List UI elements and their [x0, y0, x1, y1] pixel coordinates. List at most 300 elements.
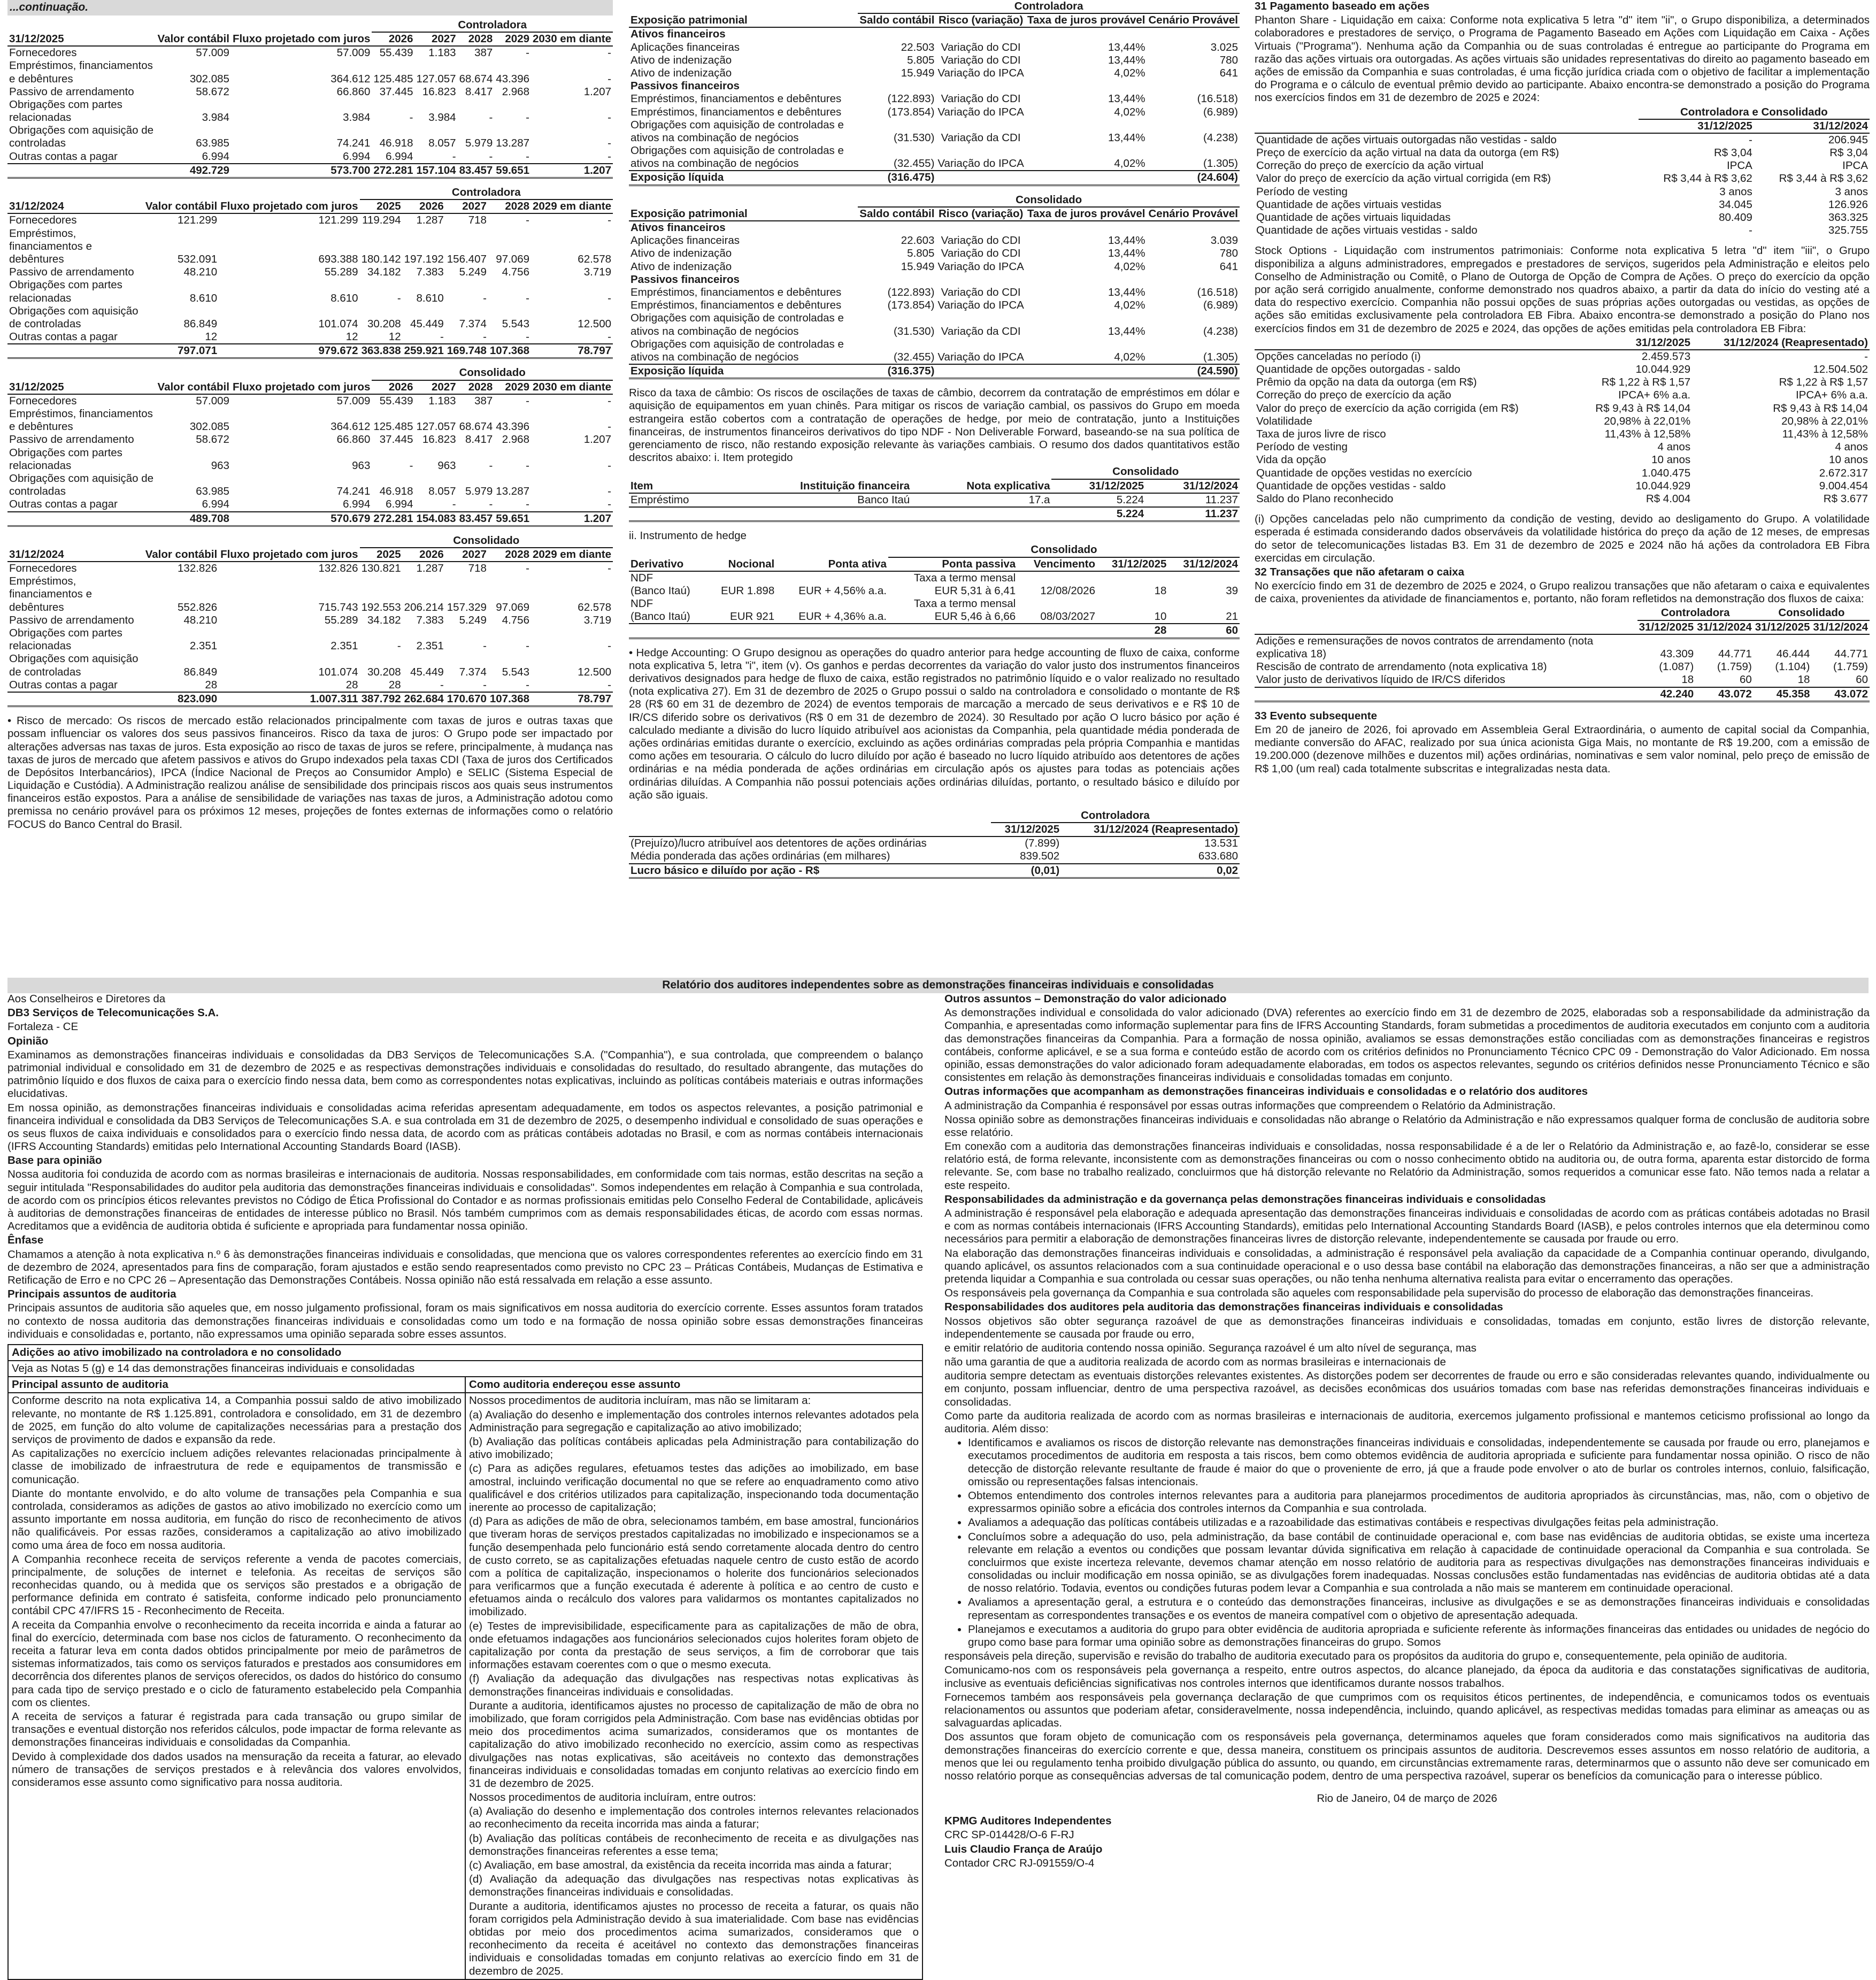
- row-label: Empréstimo: [631, 493, 689, 506]
- table-header-row: [629, 479, 1240, 493]
- table-cell: Variação da CDI: [941, 325, 1021, 337]
- table-cell: -: [526, 498, 529, 511]
- table-cell: 13,44%: [1108, 286, 1145, 298]
- table-total-row: [7, 692, 613, 707]
- total-cell: [1017, 624, 1097, 638]
- table-cell: 62.578: [578, 252, 611, 265]
- table-cell: 13.287: [496, 485, 529, 498]
- spacer-cell: [706, 543, 776, 557]
- spacer-cell: [7, 186, 144, 199]
- column-header: 2028: [488, 548, 531, 562]
- spacer-cell: [7, 534, 144, 548]
- row-label: Obrigações com partes relacionadas: [9, 98, 122, 124]
- column-header: Fluxo projetado com juros: [231, 380, 372, 394]
- column-header: Nocional: [706, 557, 776, 571]
- kam-issue-paragraph: As capitalizações no exercício incluem adições relevantes relacionadas principalmente à classe de imobilizado de infraestrutura de rede e equipamentos de transmissão e comunicação.: [12, 1447, 462, 1486]
- table-cell: 8.057: [428, 485, 456, 498]
- table-cell: 780: [1219, 247, 1238, 260]
- continuation-label: ...continuação.: [7, 0, 613, 16]
- auditor-procedure-bullet: • Planejamos e executamos a auditoria do grupo para obter evidência de auditoria apropriada e suficiente referente às informações financeiras das entidades ou unidades de negócio do grupo como base para formar uma opinião sobre as demonstrações financeiras do grupo. Somos: [968, 1623, 1870, 1649]
- table-cell: 44.771: [1718, 648, 1752, 660]
- table-cell: 97.069: [496, 601, 529, 613]
- table-cell: 363.325: [1828, 211, 1868, 224]
- table-cell: 86.849: [183, 317, 218, 330]
- table-cell: 2.351: [416, 640, 444, 653]
- auditor-resp-paragraph: Como parte da auditoria realizada de acordo com as normas brasileiras e internacionais de auditoria, exercemos julgamento profissional e mantemos ceticismo profissional ao longo da auditoria. Além disso:: [944, 1409, 1870, 1435]
- table-cell: 68.674: [459, 72, 493, 85]
- table-cell: 60: [1856, 673, 1868, 686]
- eps-result-table: [629, 809, 1240, 879]
- table-group-row: [7, 534, 613, 548]
- column-header: Fluxo projetado com juros: [219, 199, 359, 213]
- table-cell: 3 anos: [1835, 185, 1868, 198]
- table-cell: 5.979: [465, 485, 493, 498]
- table-cell: 4,02%: [1114, 157, 1145, 170]
- total-cell: 262.684: [403, 692, 445, 707]
- total-cell: [1255, 687, 1637, 702]
- total-cell: 272.281: [372, 512, 414, 526]
- row-label: Obrigações com aquisição de controladas e ativos na combinação de negócios: [631, 312, 844, 337]
- spacer-cell: [231, 366, 372, 380]
- column-header: 2026: [403, 199, 445, 213]
- spacer-cell: [1255, 607, 1637, 620]
- table-cell: -: [1864, 350, 1868, 363]
- table-cell: Variação do IPCA: [937, 260, 1024, 273]
- row-label: Adições e remensurações de novos contratos de arrendamento (nota explicativa 18): [1256, 634, 1594, 660]
- table-row: [629, 234, 1240, 247]
- table-cell: 5.543: [502, 665, 529, 678]
- table-cell: (6.989): [1203, 105, 1238, 118]
- firm-name: KPMG Auditores Independentes: [944, 1815, 1112, 1828]
- table-header-row: [7, 380, 613, 394]
- table-cell: 2.459.573: [1641, 350, 1691, 363]
- row-label: Período de vesting: [1256, 441, 1348, 454]
- total-cell: (24.604): [1147, 171, 1240, 185]
- table-cell: 4.756: [502, 613, 529, 626]
- row-label: Valor do preço de exercício da ação virtual corrigida (em R$): [1256, 172, 1551, 185]
- table-cell: -: [526, 459, 529, 472]
- table-cell: 101.074: [318, 665, 358, 678]
- table-cell: 10.044.929: [1635, 479, 1691, 492]
- row-label: Ativo de indenização: [631, 66, 732, 79]
- table-cell: 60: [1739, 673, 1752, 686]
- table-header-row: [1255, 119, 1870, 133]
- table-cell: 552.826: [178, 601, 218, 613]
- protected-table: [629, 465, 1240, 522]
- table-group-label: Controladora: [858, 0, 1240, 13]
- kam-right-column: [465, 1377, 922, 1978]
- table-cell: 5.805: [907, 53, 935, 66]
- total-cell: 59.651: [494, 512, 531, 526]
- table-row: [1255, 172, 1870, 185]
- table-row: [7, 227, 613, 266]
- table-row: [7, 472, 613, 498]
- table-cell: 11,43% à 12,58%: [1782, 428, 1868, 440]
- table-total-row: [629, 624, 1240, 638]
- auditor-resp-paragraph: Dos assuntos que foram objeto de comunicação com os responsáveis pela governança, determinamos aqueles que foram considerados como mais significativos na auditoria das demonstrações financeiras do exercício corrente e que, dessa maneira, constituem os principais assuntos de auditoria. Descrevemos esses assuntos em nosso relatório de auditoria, a menos que lei ou regulamento tenha proibido divulgação pública do assunto, ou quando, em circunstâncias extremamente raras, determinarmos que o assunto não deve ser comunicado em nosso relatório porque as consequências adversas de tal comunicação podem, dentro de uma perspectiva razoável, superar os benefícios da comunicação para o interesse público.: [944, 1731, 1870, 1782]
- table-cell: -: [608, 562, 611, 575]
- table-row: [629, 67, 1240, 80]
- auditor-procedure-bullet: • Avaliamos a adequação das políticas contábeis utilizadas e a razoabilidade das estimativas contábeis e respectivas divulgações feitas pela administração.: [968, 1516, 1870, 1529]
- column-header: 31/12/2025: [991, 823, 1061, 836]
- opinion-paragraph: Examinamos as demonstrações financeiras individuais e consolidadas da DB3 Serviços de Telecomunicações S.A. ("Companhia"), e sua controlada, que compreendem o balanço patrimonial individual e consolidado em 31 de dezembro de 2025 e as respectivas demonstrações individuais e consolidadas do resultado, do resultado abrangente, das mutações do patrimônio líquido e dos fluxos de caixa para o exercício findo nessa data, bem como as correspondentes notas explicativas, incluindo as políticas contábeis materiais e outras informações elucidativas.: [7, 1048, 923, 1100]
- note-31-p2: Stock Options - Liquidação com instrumentos patrimoniais: Conforme nota explicativa 5 letra "d" item "iii", o Grupo disponibiliza a alguns administradores, empregados e prestadores de serviços, sugeridos pela Administração e eleitos pelo Conselho de Administração ou Comitê, o Plano de Outorga de Opção de Compra de Ações. O preço do exercício da opção por ação será corrigido anualmente, conforme demonstrado nos quadros abaixo, a partir da data do início do vesting até a data do respectivo exercício. Companhia não possui opções de suas próprias ações outorgadas ou vestidas, as opções de ações são emitidas exclusivamente pela controladora EB Fibra. Abaixo encontra-se demonstrado a posição do Plano nos exercícios findos em 31 de dezembro de 2025 e 2024, das opções de ações emitidas pela controladora EB Fibra:: [1255, 244, 1870, 335]
- table-cell: 86.849: [183, 665, 218, 678]
- table-total-row: [7, 512, 613, 526]
- row-label: Obrigações com aquisição de controladas: [9, 304, 139, 330]
- table-cell: 3.984: [343, 111, 371, 124]
- table-cell: Variação do IPCA: [937, 66, 1024, 79]
- kam-issue-paragraph: A receita de serviços a faturar é registrada para cada transação ou grupo similar de transações e eventual distorção nos referidos cálculos, pode impactar de forma relevante as demonstrações financeiras individuais e consolidadas da Companhia.: [12, 1710, 462, 1749]
- opinion-heading: Opinião: [7, 1034, 49, 1047]
- section-label: Ativos financeiros: [631, 221, 726, 234]
- table-cell: -: [409, 459, 413, 472]
- total-cell: [629, 507, 729, 521]
- table-cell: -: [1748, 133, 1752, 146]
- table-cell: R$ 3.677: [1823, 492, 1868, 505]
- table-cell: 21: [1226, 610, 1238, 623]
- table-cell: 180.142: [361, 252, 401, 265]
- table-date-header: 31/12/2024: [7, 548, 144, 562]
- kam-response-paragraph: (e) Testes de imprevisibilidade, especificamente para as capitalizações de mão de obra, onde efetuamos indagações aos funcionários selecionados cujos holerites foram objeto de capitalização por conta da prestação de seus serviços, a fim de corroborar que tais informações estavam coerentes com o que o mesmo executa.: [469, 1620, 919, 1671]
- total-cell: 1.207: [531, 512, 613, 526]
- table-cell: [1017, 597, 1097, 610]
- table-cell: (122.893): [887, 93, 935, 105]
- liquidity-table: [7, 19, 613, 179]
- column-header: 2026: [372, 380, 414, 394]
- column-header: Nota explicativa: [911, 479, 1051, 493]
- options-table: [1255, 336, 1870, 505]
- table-row: [629, 850, 1240, 863]
- table-cell: 18: [1154, 584, 1167, 597]
- table-cell: 633.680: [1198, 850, 1238, 863]
- row-label: Correção do preço de exercício da ação virtual: [1256, 159, 1484, 172]
- table-cell: -: [608, 72, 611, 85]
- table-header-row: [629, 557, 1240, 571]
- table-cell: 22.603: [901, 234, 935, 247]
- note-32-text: No exercício findo em 31 de dezembro de 2025 e 2024, o Grupo realizou transações que não afetaram o caixa e equivalentes de caixa, provenientes da atividade de financiamentos e, portanto, não foram refletidos na demonstração dos fluxos de caixa:: [1255, 580, 1870, 605]
- spacer-cell: [776, 543, 888, 557]
- hedge-table: [629, 543, 1240, 639]
- table-row: [7, 46, 613, 59]
- table-cell: 8.610: [330, 291, 358, 304]
- table-total-row: [629, 171, 1240, 185]
- table-row: [7, 562, 613, 575]
- row-label: Preço de exercício da ação virtual na data da outorga (em R$): [1256, 147, 1559, 159]
- total-cell: Exposição líquida: [629, 364, 858, 379]
- table-cell: 3.719: [583, 613, 611, 626]
- total-cell: [629, 624, 706, 638]
- table-row: [629, 312, 1240, 337]
- row-label: Fornecedores: [9, 214, 77, 227]
- table-cell: 12.504.502: [1813, 363, 1868, 376]
- table-cell: -: [526, 47, 529, 59]
- table-cell: -: [483, 331, 487, 343]
- column-header: Taxa de juros provável: [1026, 207, 1147, 221]
- table-cell: 7.374: [459, 317, 487, 330]
- table-total-row: [7, 344, 613, 358]
- table-cell: 3.984: [428, 111, 456, 124]
- report-left: [7, 993, 923, 1980]
- table-cell: (16.518): [1197, 286, 1238, 298]
- total-cell: 797.071: [144, 344, 219, 358]
- kam-issue-paragraph: A Companhia reconhece receita de serviços referente a venda de pacotes comerciais, principalmente, de soluções de internet e telefonia. As receitas de serviços são reconhecidas quando, ou à medida que os serviços são prestados e a obrigação de performance definida em contrato é satisfeita, conforme indicado pelo pronunciamento contábil CPC 47/IFRS 15 - Reconhecimento de Receita.: [12, 1553, 462, 1617]
- column-header: Ponta passiva: [888, 557, 1017, 571]
- total-cell: (0,01): [991, 864, 1061, 878]
- column-header: Risco (variação): [936, 207, 1025, 221]
- column-header: Taxa de juros provável: [1026, 13, 1147, 27]
- table-row: [1255, 211, 1870, 224]
- table-group-label: Consolidado: [1051, 465, 1240, 479]
- other-info-paragraph: Em conexão com a auditoria das demonstrações financeiras individuais e consolidadas, nossa responsabilidade é a de ler o Relatório da Administração e, ao fazê-lo, considerar se esse relatório está, de forma relevante, inconsistente com as demonstrações financeiras ou com o nosso conhecimento obtido na auditoria ou, de outra forma, aparenta estar distorcido de forma relevante. Se, com base no trabalho realizado, concluirmos que há distorção relevante no Relatório da Administração, somos requeridos a comunicar esse fato. Não temos nada a relatar a este respeito.: [944, 1140, 1870, 1192]
- table-cell: 2.351: [330, 640, 358, 653]
- row-label: Fornecedores: [9, 47, 77, 59]
- table-cell: 13,44%: [1108, 234, 1145, 247]
- table-row: [7, 331, 613, 344]
- table-row: [1255, 480, 1870, 493]
- table-cell: EUR 5,46 à 6,66: [934, 610, 1016, 623]
- row-label: NDF: [631, 571, 653, 584]
- table-cell: 132.826: [178, 562, 218, 575]
- table-cell: 4,02%: [1114, 66, 1145, 79]
- table-cell: 4,02%: [1114, 350, 1145, 363]
- mgmt-resp-paragraph: Na elaboração das demonstrações financeiras individuais e consolidadas, a administração é responsável pela avaliação da capacidade de a Companhia continuar operando, divulgando, quando aplicável, os assuntos relacionados com a sua continuidade operacional e o uso dessa base contábil na elaboração das demonstrações financeiras, a não ser que a administração pretenda liquidar a Companhia e sua controlada ou cessar suas operações, ou não tenha nenhuma alternativa realista para evitar o encerramento das operações.: [944, 1247, 1870, 1285]
- table-cell: 2.968: [502, 433, 529, 446]
- column-header: 31/12/2025: [1754, 620, 1812, 634]
- basis-heading: Base para opinião: [7, 1154, 102, 1167]
- table-cell: Variação da CDI: [941, 131, 1021, 144]
- table-cell: 13,44%: [1108, 131, 1145, 144]
- column-header: Vencimento: [1017, 557, 1097, 571]
- table-cell: 15.949: [901, 66, 935, 79]
- eps-table: [629, 809, 1240, 879]
- phantom-table: [1255, 106, 1870, 237]
- row-label: Valor do preço de exercício da ação corrigida (em R$): [1256, 402, 1519, 415]
- table-cell: (16.518): [1197, 93, 1238, 105]
- table-cell: -: [452, 498, 456, 511]
- total-cell: 107.368: [488, 692, 531, 707]
- table-group-label: Controladora: [1637, 607, 1754, 620]
- table-row: [629, 585, 1240, 597]
- table-cell: 5.249: [459, 613, 487, 626]
- row-label: Empréstimos, financiamentos e debêntures: [631, 299, 842, 312]
- table-header-row: [629, 823, 1240, 836]
- table-row: [7, 279, 613, 304]
- table-cell: 7.383: [416, 266, 444, 279]
- table-cell: -: [489, 498, 493, 511]
- row-label: Quantidade de ações virtuais vestidas - saldo: [1256, 224, 1478, 237]
- table-row: [629, 493, 1240, 507]
- column-header: [1255, 620, 1637, 634]
- table-cell: -: [440, 678, 444, 691]
- row-label: Período de vesting: [1256, 185, 1348, 198]
- spacer-cell: [629, 809, 991, 823]
- table-group-row: [629, 465, 1240, 479]
- table-cell: 156.407: [447, 252, 487, 265]
- table-group-row: [7, 366, 613, 380]
- table-cell: 963: [437, 459, 456, 472]
- table-cell: 63.985: [196, 485, 229, 498]
- table-cell: -: [397, 640, 401, 653]
- column-header: 31/12/2024: [1754, 119, 1870, 133]
- table-cell: 8.057: [428, 137, 456, 150]
- column-header: Risco (variação): [936, 13, 1025, 27]
- auditor-resp-paragraph: Fornecemos também aos responsáveis pela governança declaração de que cumprimos com os requisitos éticos pertinentes, de independência, e comunicamos todos os eventuais relacionamentos ou assuntos que poderiam afetar, consideravelmente, nossa independência, incluindo, quando aplicável, as respectivas medidas tomadas para eliminar as ameaças ou as salvaguardas aplicadas.: [944, 1691, 1870, 1730]
- table-cell: 55.289: [324, 266, 358, 279]
- table-total-row: [629, 364, 1240, 379]
- firm-crc: CRC SP-014428/O-6 F-RJ: [944, 1829, 1074, 1841]
- table-row: [7, 59, 613, 85]
- row-label: Obrigações com aquisição de controladas: [9, 124, 154, 150]
- table-cell: IPCA: [1842, 159, 1868, 172]
- row-label: Obrigações com partes relacionadas: [9, 627, 122, 653]
- table-row: [7, 150, 613, 164]
- table-cell: 532.091: [178, 252, 218, 265]
- total-cell: [7, 512, 156, 526]
- row-label: Obrigações com partes relacionadas: [9, 279, 122, 304]
- table-cell: [706, 597, 776, 610]
- non-cash-transactions-table: [1255, 607, 1870, 702]
- column-header: 2026: [403, 548, 445, 562]
- spacer-cell: [156, 19, 231, 32]
- row-label: Empréstimos, financiamentos e debêntures: [631, 286, 842, 298]
- table-cell: 39: [1226, 584, 1238, 597]
- kam-response-paragraph: Nossos procedimentos de auditoria incluíram, entre outros:: [469, 1791, 756, 1804]
- table-cell: 8.610: [189, 291, 218, 304]
- table-cell: (6.989): [1203, 299, 1238, 312]
- table-cell: 364.612: [330, 72, 371, 85]
- auditor-resp-paragraph: responsáveis pela direção, supervisão e revisão do trabalho de auditoria executado para os propósitos da auditoria do grupo e, consequentemente, pela opinião de auditoria.: [944, 1650, 1788, 1663]
- table-total-row: [7, 164, 613, 178]
- row-label: Empréstimos, financiamentos e debêntures: [631, 93, 842, 105]
- table-cell: 55.439: [379, 394, 413, 407]
- row-label: Ativo de indenização: [631, 260, 732, 273]
- column-header: 31/12/2024 (Reapresentado): [1692, 336, 1870, 350]
- kam-response-paragraph: Nossos procedimentos de auditoria incluíram, mas não se limitaram a:: [469, 1394, 811, 1407]
- table-cell: Variação do CDI: [941, 234, 1021, 247]
- table-cell: 9.004.454: [1819, 479, 1868, 492]
- table-cell: 11,43% à 12,58%: [1604, 428, 1691, 440]
- table-cell: 46.444: [1776, 648, 1810, 660]
- row-label: Obrigações com partes relacionadas: [9, 446, 122, 472]
- table-row: [629, 41, 1240, 54]
- auditor-resp-paragraph: auditoria sempre detectam as eventuais distorções relevantes existentes. As distorções podem ser decorrentes de fraude ou erro e são consideradas relevantes quando, individualmente ou em conjunto, possam influenciar, dentro de uma perspectiva razoável, as decisões econômicas dos usuários tomadas com base nas referidas demonstrações financeiras individuais e consolidadas.: [944, 1370, 1870, 1408]
- other-matters-heading: Outros assuntos – Demonstração do valor adicionado: [944, 993, 1227, 1005]
- table-cell: 3 anos: [1719, 185, 1752, 198]
- table-cell: 192.553: [361, 601, 401, 613]
- addressee-company: DB3 Serviços de Telecomunicações S.A.: [7, 1007, 219, 1019]
- table-cell: 57.009: [196, 47, 229, 59]
- total-cell: 78.797: [531, 692, 613, 707]
- column-header: Ponta ativa: [776, 557, 888, 571]
- table-row: [1255, 467, 1870, 480]
- table-cell: (1.305): [1203, 157, 1238, 170]
- total-cell: 78.797: [531, 344, 613, 358]
- kam-issue-paragraph: Diante do montante envolvido, e do alto volume de transações pela Companhia e sua controlada, consideramos as adições de gastos ao ativo imobilizado no exercício como um assunto importante em nossa auditoria, em função do risco de reconhecimento de ativos não qualificáveis. Por essas razões, consideramos a capitalização ao ativo imobilizado como uma área de foco em nossa auditoria.: [12, 1487, 462, 1552]
- table-row: [1255, 198, 1870, 211]
- table-cell: 121.299: [178, 214, 218, 227]
- table-row: [1255, 634, 1870, 661]
- table-cell: 28: [205, 678, 218, 691]
- table-cell: 325.755: [1828, 224, 1868, 237]
- row-label: Obrigações com aquisição de controladas e ativos na combinação de negócios: [631, 337, 844, 363]
- exposure-tables: [629, 0, 1240, 379]
- emphasis-paragraph: Chamamos a atenção à nota explicativa n.º 6 às demonstrações financeiras individuais e consolidadas, que menciona que os valores correspondentes referentes ao exercício findo em 31 de dezembro de 2024, apresentados para fins de comparação, foram ajustados e estão sendo reapresentados como previsto no CPC 23 – Práticas Contábeis, Mudanças de Estimativa e Retificação de Erro e no CPC 26 – Apresentação das Demonstrações Contábeis. Nossa opinião não está ressalvada em relação a esse assunto.: [7, 1248, 923, 1286]
- kam-left-column: [9, 1377, 465, 1978]
- table-cell: R$ 3,04: [1829, 147, 1868, 159]
- table-cell: 12.500: [578, 317, 611, 330]
- total-cell: [911, 507, 1051, 521]
- basis-paragraph: Nossa auditoria foi conduzida de acordo com as normas brasileiras e internacionais de auditoria. Nossas responsabilidades, em conformidade com tais normas, estão descritas na seção a seguir intitulada "Responsabilidades do auditor pela auditoria das demonstrações financeiras individuais e consolidadas". Somos independentes em relação à Companhia e sua controlada, de acordo com os princípios éticos relevantes previstos no Código de Ética Profissional do Contador e as normas profissionais emitidas pelo Conselho Federal de Contabilidade, aplicáveis à auditorias de demonstrações financeiras de entidades de interesse público no Brasil. Nós também cumprimos com as demais responsabilidades éticas, de acordo com essas normas. Acreditamos que a evidência de auditoria obtida é suficiente e apropriada para fundamentar nossa opinião.: [7, 1168, 923, 1233]
- table-cell: 66.860: [336, 433, 371, 446]
- table-header-row: [7, 32, 613, 46]
- column-header: 31/12/2024 (Reapresentado): [1061, 823, 1240, 836]
- table-row: [629, 221, 1240, 234]
- liquidity-table: [7, 366, 613, 526]
- row-label: Obrigações com aquisição de controladas e ativos na combinação de negócios: [631, 118, 844, 144]
- row-label: Obrigações com aquisição de controladas: [9, 472, 154, 498]
- auditor-procedure-bullet: • Avaliamos a apresentação geral, a estrutura e o conteúdo das demonstrações financeiras, inclusive as divulgações e se as demonstrações financeiras individuais e consolidadas representam as correspondentes transações e os eventos de maneira compatível com o objetivo de apresentação adequada.: [968, 1596, 1870, 1622]
- table-cell: R$ 3,44 à R$ 3,62: [1779, 172, 1868, 185]
- table-cell: 119.294: [362, 214, 401, 227]
- table-row: [629, 119, 1240, 144]
- table-cell: [1097, 597, 1168, 610]
- table-cell: 63.985: [196, 137, 229, 150]
- table-cell: 58.672: [196, 433, 229, 446]
- table-cell: 11.237: [1205, 493, 1238, 506]
- table-cell: 2.968: [502, 85, 529, 98]
- emphasis-heading: Ênfase: [7, 1234, 44, 1247]
- table-row: [629, 54, 1240, 67]
- table-header-row: [7, 548, 613, 562]
- table-cell: 4,02%: [1114, 105, 1145, 118]
- auditor-procedure-bullet: • Concluímos sobre a adequação do uso, pela administração, da base contábil de continuidade operacional e, com base nas evidências de auditoria obtidas, se existe uma incerteza relevante em relação a eventos ou condições que possam levantar dúvida significativa em relação à capacidade de continuidade operacional da Companhia e sua controlada. Se concluirmos que existe incerteza relevante, devemos chamar atenção em nosso relatório de auditoria para as respectivas divulgações nas demonstrações financeiras individuais e consolidadas ou incluir modificação em nossa opinião, se as divulgações forem inadequadas. Nossas conclusões estão fundamentadas nas evidências de auditoria obtidas até a data de nosso relatório. Todavia, eventos ou condições futuras podem levar a Companhia e sua controlada a não mais se manterem em continuidade operacional.: [968, 1531, 1870, 1595]
- row-label: Ativo de indenização: [631, 247, 732, 260]
- auditor-procedure-bullet: • Obtemos entendimento dos controles internos relevantes para a auditoria para planejarmos procedimentos de auditoria apropriados às circunstâncias, mas, não, com o objetivo de expressarmos opinião sobre a eficácia dos controles internos da Companhia e sua controlada.: [968, 1490, 1870, 1515]
- row-label: Empréstimos, financiamentos e debêntures: [9, 408, 153, 433]
- table-cell: (1.087): [1659, 661, 1694, 673]
- row-label: Prêmio da opção na data da outorga (em R$): [1256, 376, 1477, 389]
- table-cell: 130.821: [361, 562, 401, 575]
- spacer-cell: [629, 465, 729, 479]
- table-row: [7, 394, 613, 408]
- table-total-row: [1255, 687, 1870, 702]
- row-label: Empréstimos, financiamentos e debêntures: [631, 105, 842, 118]
- total-cell: 59.651: [494, 164, 531, 178]
- table-cell: 1.183: [428, 394, 456, 407]
- column-1: [7, 0, 613, 832]
- kam-response-paragraph: (f) Avaliação da adequação das divulgações nas respectivas notas explicativas às demonstrações financeiras individuais e consolidadas.: [469, 1672, 919, 1698]
- section-label: Passivos financeiros: [631, 273, 740, 286]
- spacer-cell: [1255, 106, 1639, 119]
- table-row: [1255, 186, 1870, 198]
- column-header: 2029: [494, 32, 531, 46]
- note-31-p1: Phanton Share - Liquidação em caixa: Conforme nota explicativa 5 letra "d" item "ii", o Grupo disponibiliza, a determinados colaboradores e prestadores de serviço, o Programa de Pagamento Baseado em Ações com Liquidação em Caixa - Ações Virtuais ("Programa"). Nenhuma ação da Companhia ou de suas controladas é entregue ao participante do Programa em razão das ações virtuais ora outorgadas. As ações virtuais são unidades representativas do direito ao pagamento baseado em ações de emissão da Companhia e suas controladas, é uma ficção jurídica criada com o objetivo de facilitar a implementação do Programa e o cálculo de eventual prêmio devido ao participante. Abaixo encontra-se demonstrado a posição do Programa nos exercícios findos em 31 de dezembro de 2025 e 2024:: [1255, 14, 1870, 104]
- table-cell: 10 anos: [1829, 454, 1868, 466]
- table-group-row: [629, 0, 1240, 13]
- table-cell: Taxa a termo mensal: [913, 571, 1016, 584]
- kam-heading: Principais assuntos de auditoria: [7, 1288, 176, 1301]
- total-cell: 979.672: [219, 344, 359, 358]
- table-cell: 1.040.475: [1641, 466, 1691, 479]
- table-cell: (1.759): [1717, 661, 1752, 673]
- total-cell: 107.368: [488, 344, 531, 358]
- total-cell: 1.207: [531, 164, 613, 178]
- table-cell: -: [608, 111, 611, 124]
- column-header: Saldo contábil: [858, 13, 936, 27]
- row-label: Outras contas a pagar: [9, 331, 118, 343]
- table-row: [1255, 133, 1870, 147]
